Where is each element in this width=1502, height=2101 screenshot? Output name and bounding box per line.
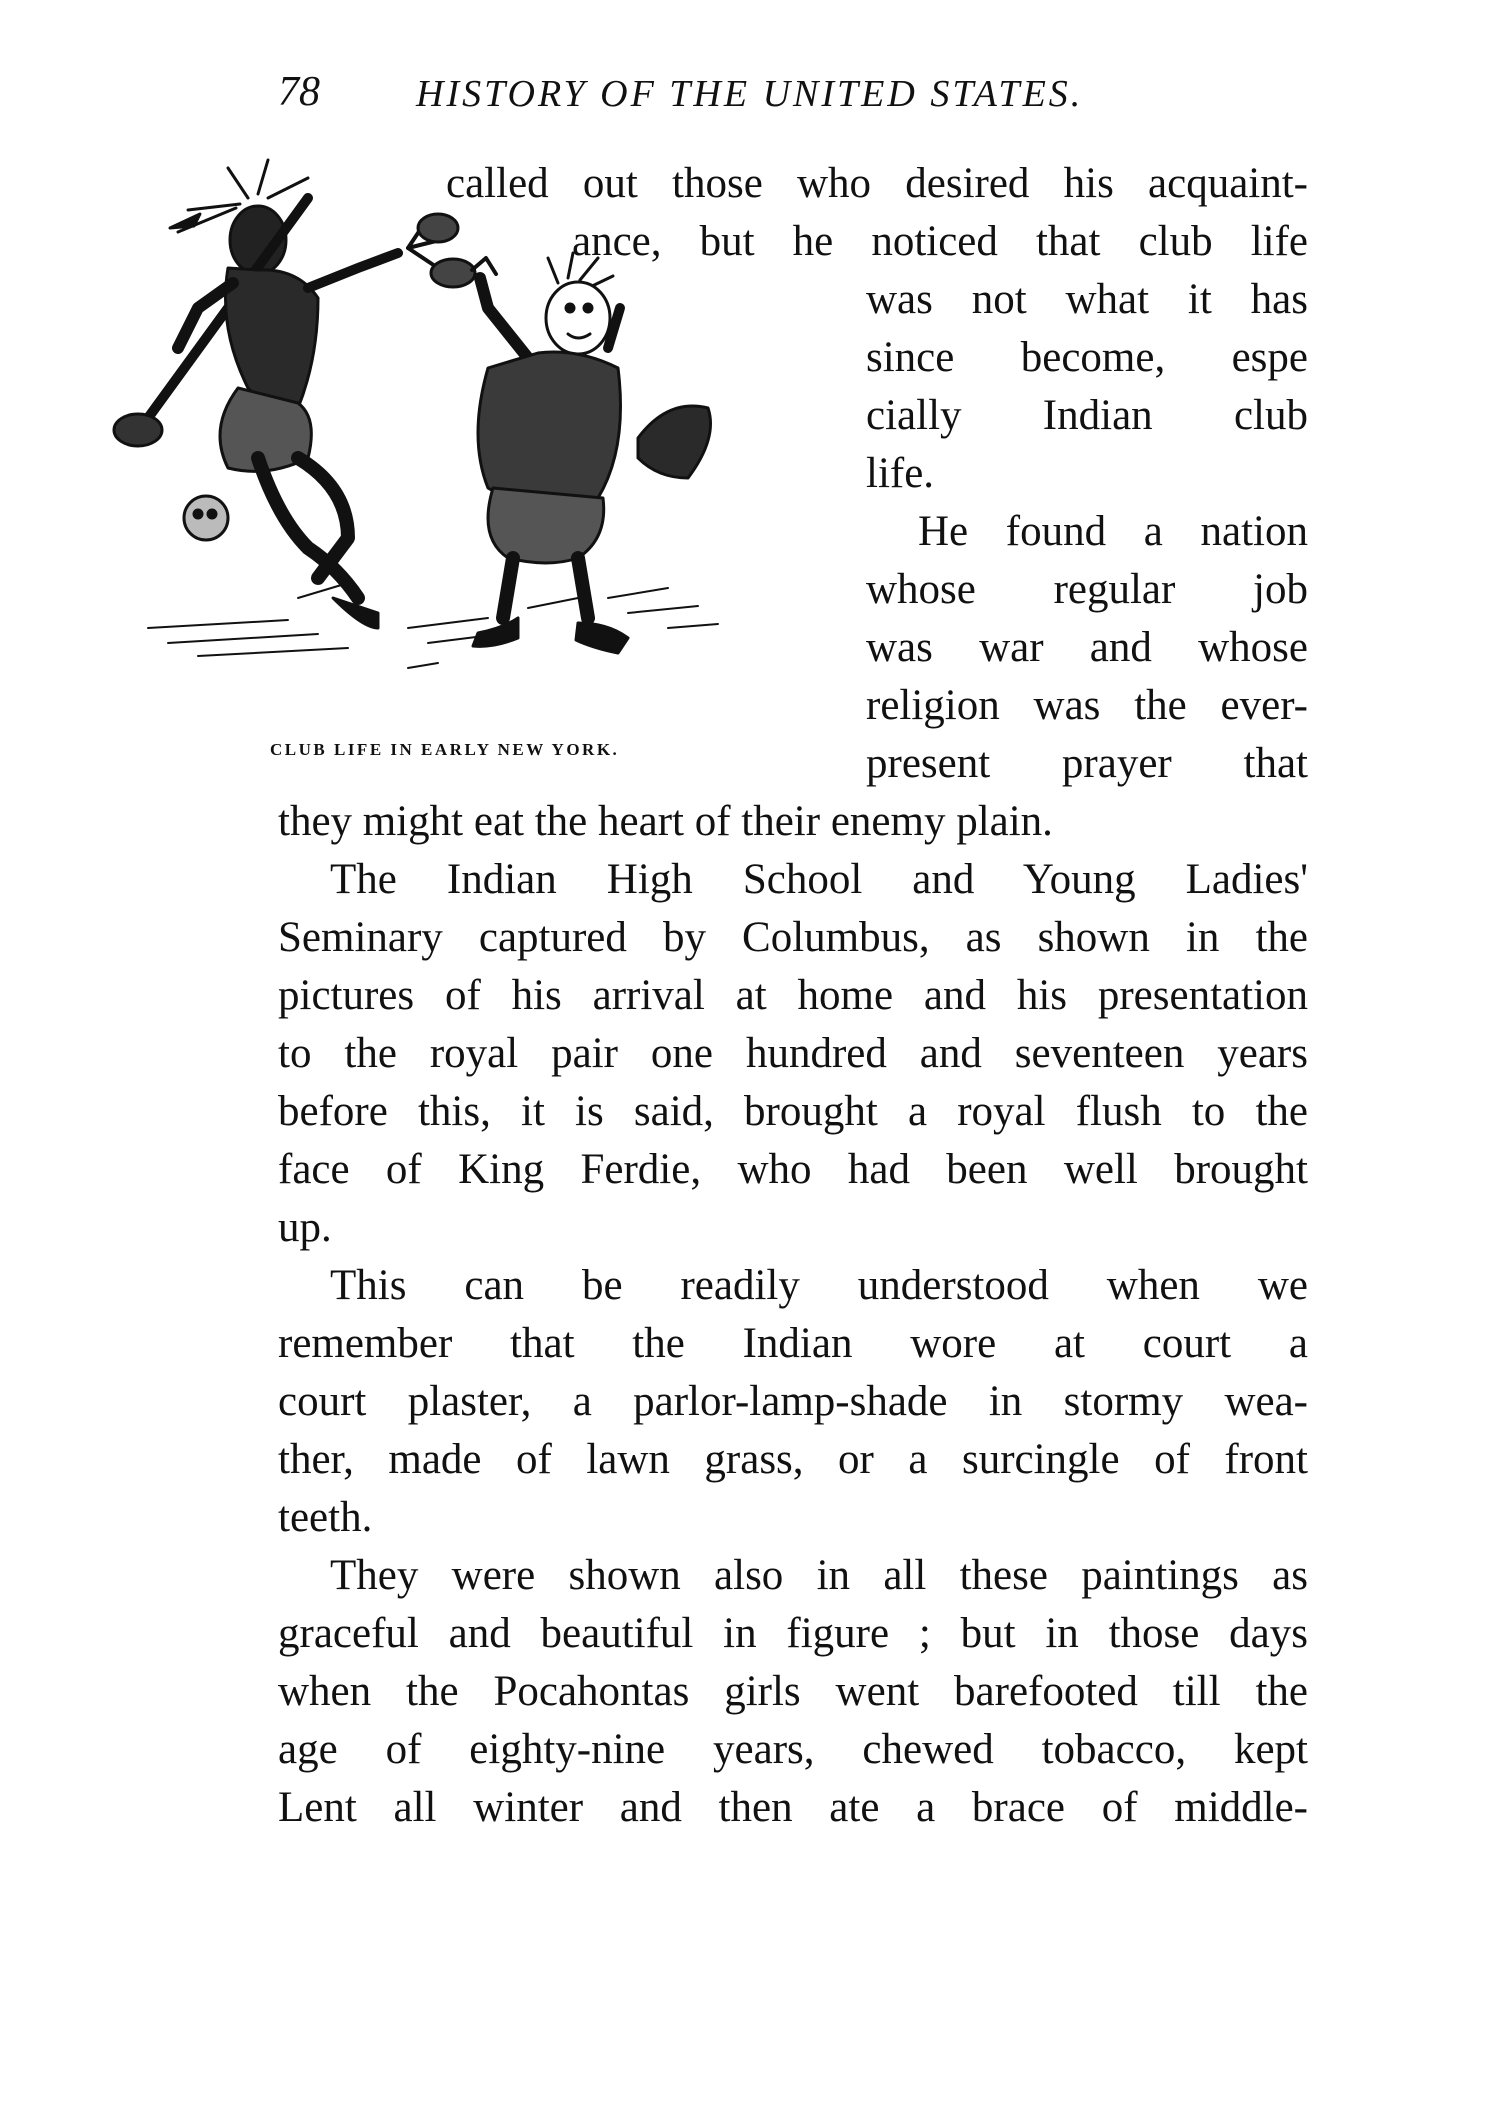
settler-figure <box>472 253 711 653</box>
text-line: The Indian High School and Young Ladies' <box>330 856 1308 903</box>
text-line: up. <box>278 1204 332 1251</box>
text-line: Lent all winter and then ate a brace of middle- <box>278 1784 1308 1831</box>
text-line: called out those who desired his acquaint- <box>446 160 1308 207</box>
text-line: ther, made of lawn grass, or a surcingle of front <box>278 1436 1308 1483</box>
page-number: 78 <box>278 69 320 115</box>
text-line: when the Pocahontas girls went barefooted till the <box>278 1668 1308 1715</box>
text-line: to the royal pair one hundred and seventeen years <box>278 1030 1308 1077</box>
text-line: cially Indian club <box>866 392 1308 439</box>
running-title: HISTORY OF THE UNITED STATES. <box>416 73 1084 115</box>
text-line: life. <box>866 450 935 497</box>
text-line: since become, espe <box>866 334 1308 381</box>
text-line: ance, but he noticed that club life <box>572 218 1308 265</box>
text-line: court plaster, a parlor-lamp-shade in stormy wea- <box>278 1378 1308 1425</box>
text-line: whose regular job <box>866 566 1308 613</box>
text-line: remember that the Indian wore at court a <box>278 1320 1308 1367</box>
ground-lines <box>148 583 718 668</box>
text-line: He found a nation <box>918 508 1308 555</box>
text-line: pictures of his arrival at home and his presentation <box>278 972 1308 1019</box>
text-line: was not what it has <box>866 276 1308 323</box>
text-line: before this, it is said, brought a royal flush to the <box>278 1088 1308 1135</box>
text-line: was war and whose <box>866 624 1308 671</box>
text-line: This can be readily understood when we <box>330 1262 1308 1309</box>
text-line: present prayer that <box>866 740 1308 787</box>
illustration-caption: CLUB LIFE IN EARLY NEW YORK. <box>270 740 620 759</box>
text-line: teeth. <box>278 1494 373 1541</box>
text-line: Seminary captured by Columbus, as shown in the <box>278 914 1308 961</box>
indian-figure <box>114 160 475 628</box>
text-line: age of eighty-nine years, chewed tobacco, kept <box>278 1726 1308 1773</box>
text-line: religion was the ever- <box>866 682 1308 729</box>
text-line: graceful and beautiful in figure ; but in those days <box>278 1610 1308 1657</box>
running-header <box>0 68 1502 128</box>
text-line: They were shown also in all these paintings as <box>330 1552 1308 1599</box>
text-line: they might eat the heart of their enemy plain. <box>278 798 1053 845</box>
text-line: face of King Ferdie, who had been well brought <box>278 1146 1308 1193</box>
